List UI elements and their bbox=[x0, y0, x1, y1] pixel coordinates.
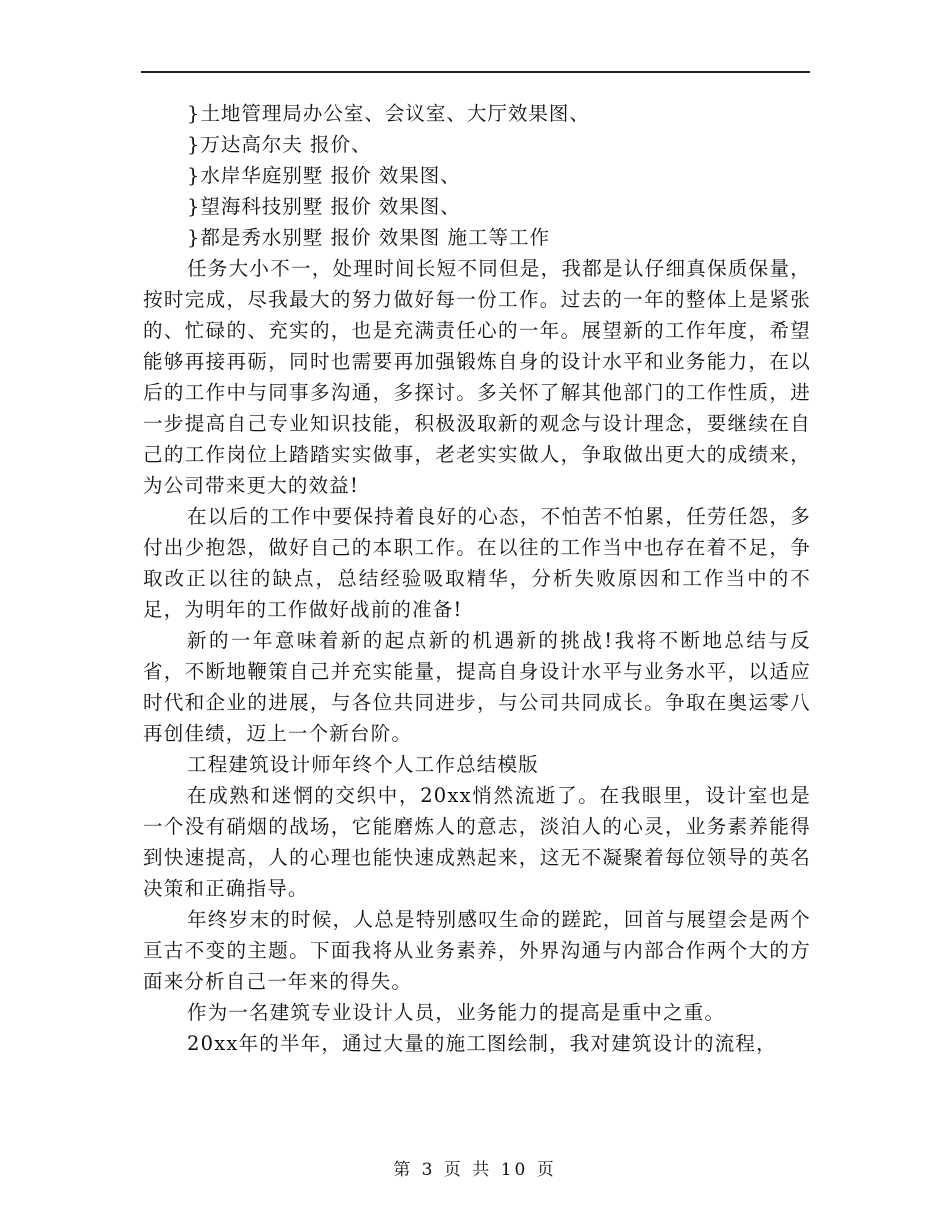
header-rule bbox=[141, 71, 810, 73]
paragraph: 在以后的工作中要保持着良好的心态，不怕苦不怕累，任劳任怨，多付出少抱怨，做好自己的本职工作。在以往的工作当中也存在着不足，争取改正以往的缺点，总结经验吸取精华，分析失败原因和工作当中的不足，为明年的工作做好战前的准备! bbox=[143, 505, 811, 621]
paragraph: 作为一名建筑专业设计人员，业务能力的提高是重中之重。 bbox=[187, 1001, 726, 1024]
paragraph: 任务大小不一，处理时间长短不同但是，我都是认仔细真保质保量，按时完成，尽我最大的努力做好每一份工作。过去的一年的整体上是紧张的、忙碌的、充实的，也是充满责任心的一年。展望新的工作年度，希望能够再接再砺，同时也需要再加强锻炼自身的设计水平和业务能力，在以后的工作中与同事多沟通，多探讨。多关怀了解其他部门的工作性质，进一步提高自己专业知识技能，积极汲取新的观念与设计理念，要继续在自己的工作岗位上踏踏实实做事，老老实实做人，争取做出更大的成绩来，为公司带来更大的效益! bbox=[143, 257, 811, 497]
paragraph: 在成熟和迷惘的交织中，20xx悄然流逝了。在我眼里，设计室也是一个没有硝烟的战场，它能磨炼人的意志，淡泊人的心灵，业务素养能得到快速提高，人的心理也能快速成熟起来，这无不凝聚着每位领导的英名决策和正确指导。 bbox=[143, 784, 811, 900]
list-item: }都是秀水别墅 报价 效果图 施工等工作 bbox=[187, 226, 551, 249]
page-number-footer: 第 3 页 共 10 页 bbox=[393, 1160, 557, 1180]
paragraph: 新的一年意味着新的起点新的机遇新的挑战!我将不断地总结与反省，不断地鞭策自己并充实能量，提高自身设计水平与业务水平，以适应时代和企业的进展，与各位共同进步，与公司共同成长。争取在奥运零八再创佳绩，迈上一个新台阶。 bbox=[143, 629, 811, 745]
page-body bbox=[143, 98, 811, 1059]
list-item: }土地管理局办公室、会议室、大厅效果图、 bbox=[187, 102, 590, 125]
paragraph: 年终岁末的时候，人总是特别感叹生命的蹉跎，回首与展望会是两个亘古不变的主题。下面我将从业务素养，外界沟通与内部合作两个大的方面来分析自己一年来的得失。 bbox=[143, 908, 811, 993]
list-item: }望海科技别墅 报价 效果图、 bbox=[187, 195, 461, 218]
section-title: 工程建筑设计师年终个人工作总结模版 bbox=[187, 753, 539, 776]
list-item: }万达高尔夫 报价、 bbox=[187, 133, 372, 156]
list-item: }水岸华庭别墅 报价 效果图、 bbox=[187, 164, 461, 187]
paragraph: 20xx年的半年，通过大量的施工图绘制，我对建筑设计的流程， bbox=[187, 1032, 777, 1055]
